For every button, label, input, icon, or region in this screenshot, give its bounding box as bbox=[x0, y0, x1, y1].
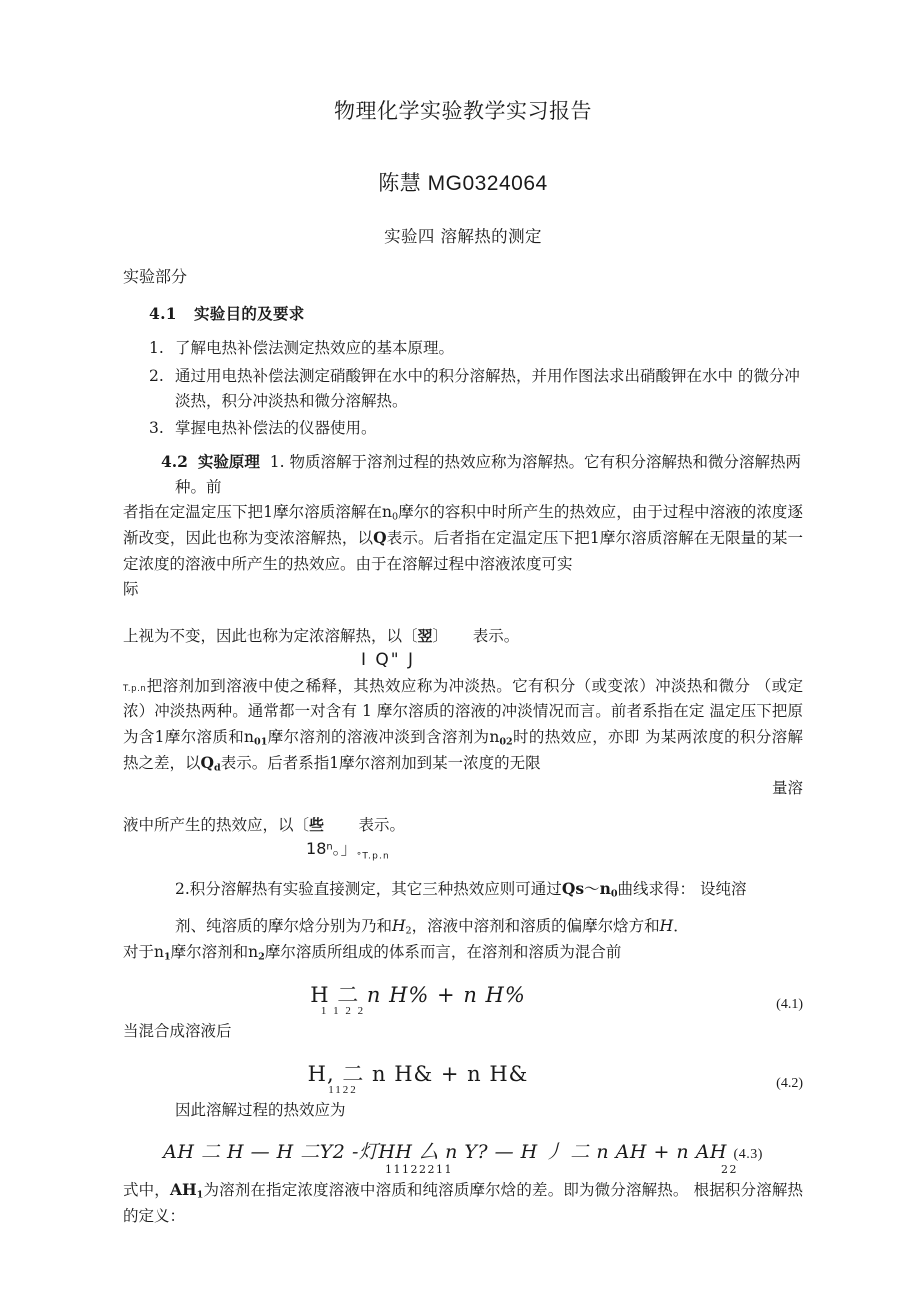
equation-4-1-rhs: n H% + n H% bbox=[366, 982, 526, 1007]
heading-4-2-number: 4.2 bbox=[161, 451, 188, 471]
para5-part-a: 积分溶解热有实验直接测定，其它三种热效应则可通过 bbox=[189, 879, 562, 898]
equation-4-2-rhs: n H& + n H& bbox=[372, 1062, 529, 1087]
paragraph-after-mixing: 当混合成溶液后 bbox=[123, 1021, 232, 1040]
heading-4-1 bbox=[149, 302, 803, 324]
para6-part-b: ，溶液中溶剂和溶质的偏摩尔焓方和 bbox=[411, 917, 660, 936]
para7-subscript-n1: 1 bbox=[163, 951, 171, 963]
equation-4-2-body bbox=[123, 1058, 803, 1096]
para5-tilde: ～ bbox=[584, 879, 600, 898]
paragraph-molar-enthalpy bbox=[123, 914, 803, 939]
para6-part-c: ． bbox=[673, 917, 689, 936]
list-item-text: 了解电热补偿法测定热效应的基本原理。 bbox=[175, 339, 455, 358]
para4-math-artifact bbox=[123, 836, 803, 864]
para1-part-c: 表示。后者指在定温定压下把1摩尔溶质溶解在无限量的某一定浓度的溶液中所产生的热效应。由于在溶解过程中溶液浓度可实 bbox=[123, 529, 803, 573]
para4-part-a: 液中所产生的热效应，以〔 bbox=[123, 816, 310, 835]
section-label-experiment-part: 实验部分 bbox=[123, 267, 188, 287]
equation-4-3-body bbox=[123, 1137, 803, 1164]
document-content bbox=[123, 0, 803, 1229]
paragraph-3-tail: 量溶 bbox=[771, 779, 803, 798]
para3-part-d: 表示。后者系指1摩尔溶剂加到某一浓度的无限 bbox=[220, 754, 541, 773]
list-item bbox=[123, 364, 803, 414]
para7-part-b: 摩尔溶剂和n bbox=[170, 942, 259, 961]
equation-4-1-body bbox=[123, 979, 803, 1017]
para3-presubscript: T.p.n bbox=[123, 684, 147, 695]
para4-artifact-mid: 。 bbox=[332, 839, 341, 858]
heading-4-1-number: 4.1 bbox=[149, 304, 177, 324]
para6-symbol-h2: H bbox=[392, 917, 406, 936]
para1-subscript-n0: 0 bbox=[392, 511, 399, 523]
heading-4-2-intro-number: 1. bbox=[269, 452, 285, 471]
equation-4-2-number: (4.2) bbox=[776, 1076, 803, 1092]
paragraph-differential-heat-definition bbox=[123, 1177, 803, 1229]
para6-symbol-h2-subscript: 2 bbox=[405, 925, 412, 937]
list-item-text: 掌握电热补偿法的仪器使用。 bbox=[175, 418, 377, 437]
paragraph-1-tail: 际 bbox=[123, 579, 139, 598]
paragraph-dilution-heat bbox=[123, 674, 803, 776]
para5-symbol-qs: Qs bbox=[561, 878, 585, 898]
para5-number: 2. bbox=[175, 879, 190, 898]
para4-artifact-subscript: °T.p.n bbox=[356, 851, 390, 862]
list-item bbox=[123, 416, 803, 441]
para3-part-b: 摩尔溶剂的溶液冲淡到含溶剂为n bbox=[267, 727, 500, 746]
heading-4-2-intro-text: 物质溶解于溶剂过程的热效应称为溶解热。它有积分溶解热和微分溶解热两种。前 bbox=[175, 452, 801, 497]
para10-part-a: 式中， bbox=[123, 1181, 170, 1200]
para5-part-b: 曲线求得： 设纯溶 bbox=[617, 879, 747, 898]
para4-part-b: 表示。 bbox=[358, 816, 406, 835]
equation-4-1-lhs: H bbox=[310, 982, 330, 1007]
para10-part-b: 为溶剂在指定浓度溶液中溶质和纯溶质摩尔焓的差。即为微分溶解热。 根据积分溶解热的定义： bbox=[123, 1181, 803, 1225]
experiment-title: 实验四 溶解热的测定 bbox=[384, 227, 542, 247]
para7-part-c: 摩尔溶质所组成的体系而言，在溶剂和溶质为混合前 bbox=[264, 942, 622, 961]
para4-artifact-bracket: 」 bbox=[340, 839, 357, 858]
para3-symbol-qd-subscript: d bbox=[214, 762, 221, 774]
paragraph-curve-derivation bbox=[123, 876, 803, 902]
paragraph-constant-concentration bbox=[123, 624, 803, 674]
para4-bracket-symbol: 些 bbox=[309, 816, 325, 835]
equation-4-3 bbox=[123, 1137, 803, 1177]
list-item-number: 1. bbox=[149, 339, 164, 358]
para1-part-b: 摩尔的容积中时所产生的热效应，由于过程中溶液的浓度逐渐改变，因此也称为变浓溶解热，以 bbox=[123, 503, 803, 548]
paragraph-system-definition bbox=[123, 940, 803, 965]
paragraph-integral-heat bbox=[123, 500, 803, 577]
list-item-text: 通过用电热补偿法测定硝酸钾在水中的积分溶解热，并用作图法求出硝酸钾在水中 的微分冲淡热，积分冲淡热和微分溶解热。 bbox=[175, 366, 800, 410]
equation-4-2-relation: 二 bbox=[342, 1062, 365, 1087]
para2-part-a: 上视为不变，因此也称为定浓溶解热，以〔 bbox=[123, 627, 418, 646]
equation-4-1 bbox=[123, 979, 803, 1019]
equation-4-3-subscripts-right: 22 bbox=[721, 1163, 738, 1177]
para3-subscript-n02: 02 bbox=[499, 736, 513, 748]
equation-4-3-subscripts-left: 11122211 bbox=[385, 1163, 453, 1177]
equation-4-3-expression: AH 二 H — H 二Y2 -灯HH 厶 n Y? — H 丿 二 n AH + n AH bbox=[163, 1141, 727, 1164]
equation-4-1-number: (4.1) bbox=[776, 996, 803, 1012]
list-item bbox=[123, 336, 803, 361]
para3-symbol-qd: Q bbox=[200, 753, 215, 773]
para2-part-c: 表示。 bbox=[472, 627, 520, 646]
equation-4-2 bbox=[123, 1058, 803, 1098]
para10-symbol-ah: AH bbox=[169, 1180, 197, 1200]
heading-4-2-text: 实验原理 bbox=[197, 451, 260, 471]
para5-symbol-n-subscript: 0 bbox=[610, 888, 618, 900]
heading-4-2 bbox=[123, 449, 803, 500]
para6-part-a: 剂、纯溶质的摩尔焓分别为乃和 bbox=[175, 917, 393, 936]
equation-4-2-subscripts: 1122 bbox=[328, 1084, 358, 1097]
goals-list bbox=[123, 336, 803, 440]
paragraph-heat-effect-lead: 因此溶解过程的热效应为 bbox=[175, 1101, 346, 1120]
equation-4-1-subscripts: 1 1 2 2 bbox=[320, 1004, 366, 1017]
para3-part-c: 时的热效应，亦即 为某两浓度的积分溶解热之差，以 bbox=[123, 727, 803, 773]
para10-symbol-ah-subscript: 1 bbox=[196, 1190, 204, 1202]
para6-symbol-h: H bbox=[659, 917, 674, 936]
para3-subscript-n01: 01 bbox=[254, 736, 268, 748]
para1-symbol-q: Q bbox=[373, 528, 387, 548]
para7-subscript-n2: 2 bbox=[258, 951, 265, 963]
equation-4-3-number: (4.3) bbox=[733, 1147, 763, 1163]
para2-part-b: 〕 bbox=[432, 627, 449, 646]
para4-artifact-base: 18 bbox=[306, 839, 327, 858]
para4-artifact-sup: n bbox=[326, 841, 333, 853]
para1-part-a: 者指在定温定压下把1摩尔溶质溶解在n bbox=[123, 503, 393, 522]
para2-math-artifact: I Q" J bbox=[360, 650, 416, 671]
author-id: MG0324064 bbox=[427, 172, 548, 196]
equation-4-1-relation: 二 bbox=[337, 982, 360, 1007]
author-line bbox=[123, 167, 803, 197]
para5-symbol-n: n bbox=[599, 878, 611, 898]
equation-4-2-lhs: H, bbox=[307, 1062, 335, 1087]
para2-bracket-symbol: 翌 bbox=[417, 627, 433, 646]
author-name: 陈慧 bbox=[378, 171, 422, 196]
para3-part-a: 把溶剂加到溶液中使之稀释，其热效应称为冲淡热。它有积分（或变浓）冲淡热和微分 （或定浓）冲淡热两种。通常都一对含有 1 摩尔溶质的溶液的冲淡情况而言。前者系指在定 温定压下把原为含1摩尔溶质和n bbox=[123, 677, 803, 746]
para7-part-a: 对于n bbox=[123, 942, 164, 961]
paragraph-infinite-dilution bbox=[123, 813, 803, 864]
list-item-number: 2. bbox=[149, 366, 164, 385]
page-title: 物理化学实验教学实习报告 bbox=[334, 99, 592, 123]
heading-4-1-text: 实验目的及要求 bbox=[193, 304, 305, 324]
list-item-number: 3. bbox=[149, 418, 164, 437]
